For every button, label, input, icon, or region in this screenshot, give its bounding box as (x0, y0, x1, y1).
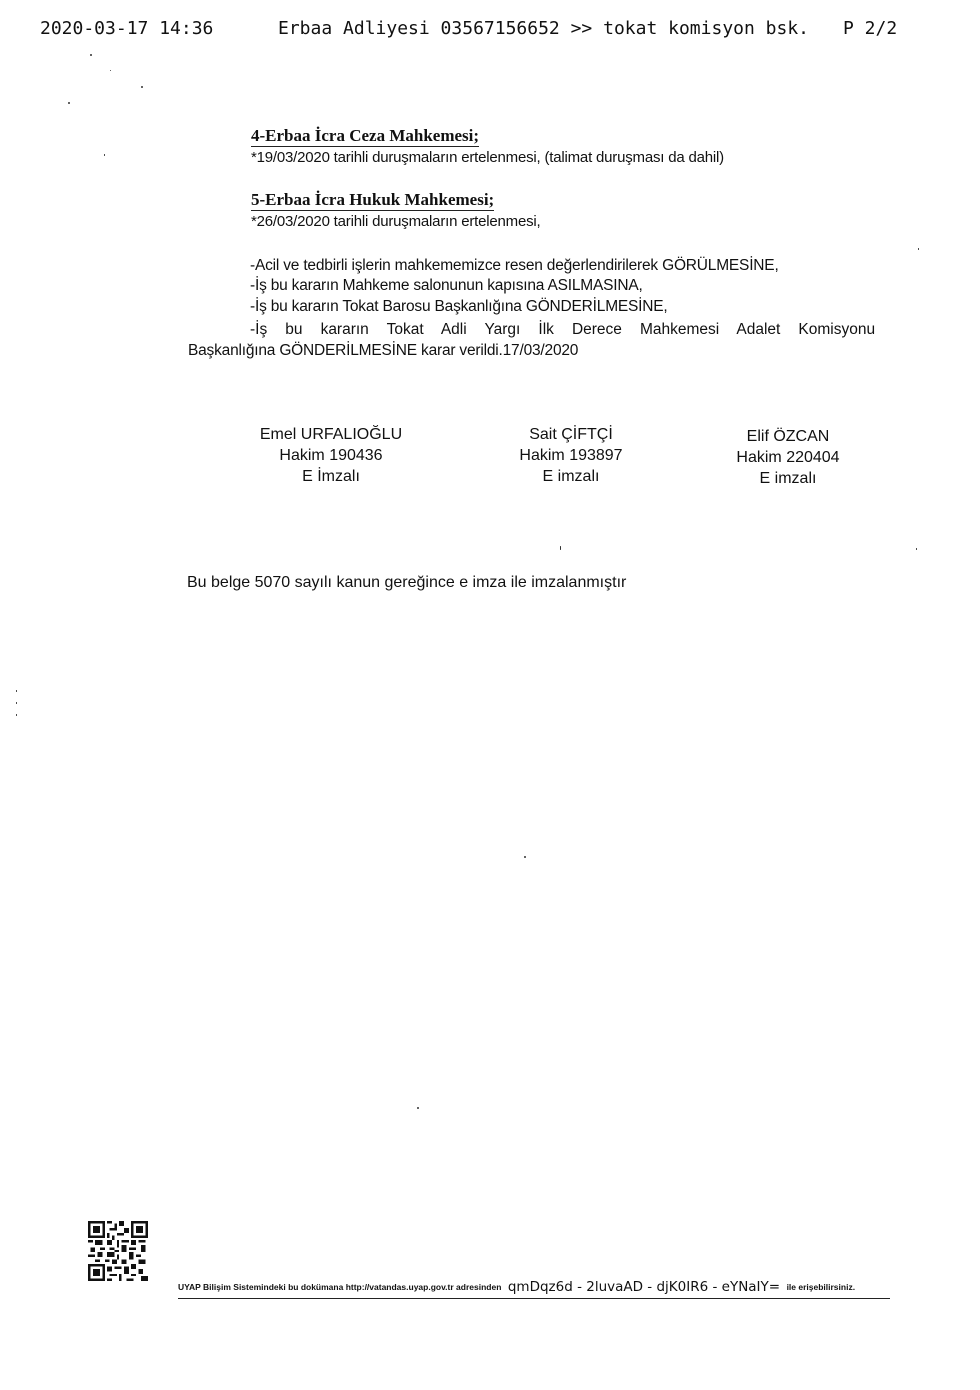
uyap-verification-footer (178, 1278, 890, 1299)
final-decision-word: Adli (440, 321, 467, 338)
final-decision-word: İlk (538, 321, 554, 338)
verification-code: qmDqz6d - 2luvaAD - djK0IR6 - eYNaIY= (507, 1278, 781, 1295)
scan-speck (141, 86, 143, 88)
final-decision-word: bu (285, 321, 303, 338)
footer-prefix: UYAP Bilişim Sistemindeki bu dokümana http://vatandas.uyap.gov.tr adresinden (178, 1281, 502, 1292)
scan-speck (68, 102, 70, 104)
final-decision-word: Derece (571, 321, 622, 338)
decision-line: -İş bu kararın Mahkeme salonunun kapısına ASILMASINA, (250, 277, 643, 294)
section-line-icra-ceza: *19/03/2020 tarihli duruşmaların ertelenmesi, (talimat duruşması da dahil) (251, 149, 724, 166)
final-decision-word: kararın (320, 321, 369, 338)
final-decision-word: Tokat (386, 321, 424, 338)
scan-speck (90, 54, 92, 56)
signer-title: Hakim 190436 (279, 447, 383, 464)
section-title-icra-hukuk: 5-Erbaa İcra Hukuk Mahkemesi; (251, 190, 495, 209)
signer-block (708, 426, 868, 489)
decision-line: -Acil ve tedbirli işlerin mahkememizce resen değerlendirilerek GÖRÜLMESİNE, (250, 257, 779, 274)
signer-name: Emel URFALIOĞLU (259, 426, 403, 443)
final-decision-word: Komisyonu (798, 321, 876, 338)
signer-block (491, 424, 651, 487)
signer-block (231, 424, 431, 487)
section-line-icra-hukuk: *26/03/2020 tarihli duruşmaların ertelenmesi, (251, 213, 541, 230)
final-decision-line1 (250, 320, 875, 340)
scan-speck (16, 702, 17, 704)
signer-name: Sait ÇİFTÇİ (529, 426, 613, 443)
fax-sender: Erbaa Adliyesi 03567156652 >> tokat komisyon bsk. (278, 18, 810, 39)
scan-speck (16, 690, 17, 692)
signer-title: Hakim 193897 (519, 447, 623, 464)
fax-header (0, 14, 980, 44)
footer-suffix: ile erişebilirsiniz. (786, 1281, 856, 1292)
e-signature-legal-note: Bu belge 5070 sayılı kanun gereğince e imza ile imzalanmıştır (187, 574, 627, 591)
scan-speck (560, 546, 561, 550)
scan-speck (417, 1107, 419, 1109)
signer-title: Hakim 220404 (736, 449, 840, 466)
signer-e-signature: E imzalı (542, 468, 600, 485)
decision-line: -İş bu kararın Tokat Barosu Başkanlığına GÖNDERİLMESİNE, (250, 298, 668, 315)
final-decision-word: Adalet (736, 321, 781, 338)
final-decision-word: Yargı (484, 321, 521, 338)
scan-speck (524, 856, 526, 858)
final-decision-word: Mahkemesi (639, 321, 720, 338)
fax-datetime: 2020-03-17 14:36 (40, 18, 214, 39)
section-title-icra-ceza: 4-Erbaa İcra Ceza Mahkemesi; (251, 126, 480, 145)
qr-code-icon (88, 1221, 148, 1281)
scan-speck (916, 548, 917, 550)
signer-e-signature: E imzalı (759, 470, 817, 487)
scan-speck (918, 248, 919, 250)
final-decision-line2: Başkanlığına GÖNDERİLMESİNE karar verildi.17/03/2020 (188, 342, 579, 359)
fax-page-number: P 2/2 (843, 18, 898, 39)
final-decision-word: -İş (250, 321, 268, 338)
scan-speck (110, 70, 111, 71)
scan-speck (104, 154, 105, 156)
scan-speck (16, 714, 17, 716)
signer-e-signature: E İmzalı (302, 468, 360, 485)
signer-name: Elif ÖZCAN (746, 428, 830, 445)
